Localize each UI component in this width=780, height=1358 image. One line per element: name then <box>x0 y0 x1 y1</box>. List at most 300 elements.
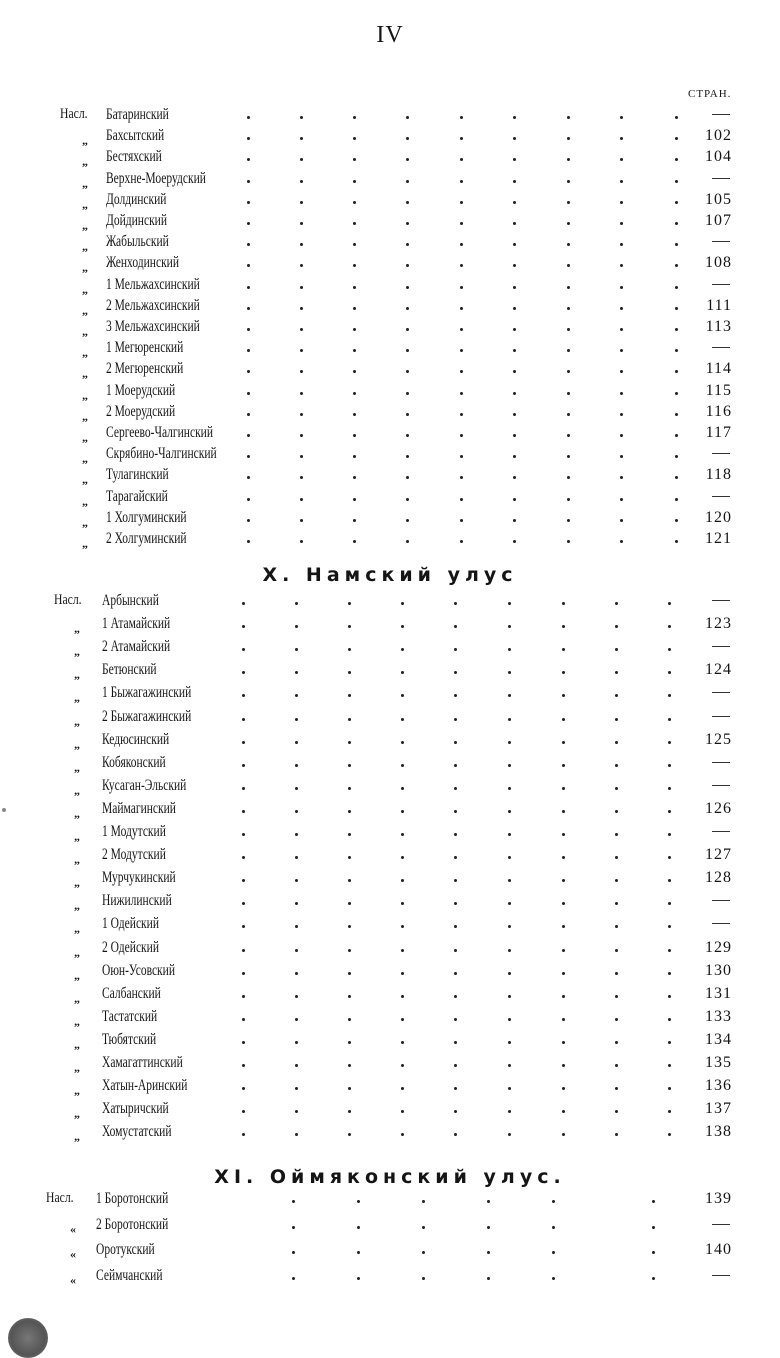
leader-dot <box>562 1041 565 1044</box>
leader-dot <box>508 602 511 605</box>
leader-dot <box>668 602 671 605</box>
ditto-mark: „ <box>82 345 88 360</box>
ditto-mark: „ <box>82 366 88 381</box>
leader-dot <box>460 201 463 204</box>
leader-dot <box>675 519 678 522</box>
leader-dot <box>460 286 463 289</box>
leader-dot <box>454 856 457 859</box>
leader-dot <box>247 137 250 140</box>
leader-dot <box>460 476 463 479</box>
leader-dot <box>353 392 356 395</box>
leader-dot <box>300 370 303 373</box>
leader-dot <box>562 718 565 721</box>
toc-entry <box>0 592 780 614</box>
leader-dot <box>620 307 623 310</box>
leader-dot <box>668 902 671 905</box>
leader-dot <box>247 328 250 331</box>
leader-dot <box>348 972 351 975</box>
leader-dot <box>562 694 565 697</box>
toc-entry <box>0 466 780 488</box>
ditto-mark: „ <box>74 782 80 797</box>
leader-dot <box>300 116 303 119</box>
leader-dot <box>295 787 298 790</box>
leader-dot <box>668 1110 671 1113</box>
page-dash <box>712 785 730 786</box>
leader-dot <box>675 476 678 479</box>
leader-dot <box>620 392 623 395</box>
entry-name: Хатын-Аринский <box>102 1077 188 1095</box>
leader-dot <box>348 1018 351 1021</box>
leader-dot <box>460 243 463 246</box>
toc-entry <box>0 708 780 730</box>
leader-dot <box>353 349 356 352</box>
leader-dot <box>562 949 565 952</box>
leader-dot <box>401 833 404 836</box>
leader-dot <box>675 286 678 289</box>
leader-dot <box>675 158 678 161</box>
leader-dot <box>513 116 516 119</box>
leader-dot <box>668 694 671 697</box>
entry-name: Батаринский <box>106 106 169 123</box>
leader-dot <box>668 625 671 628</box>
entry-page: 130 <box>705 961 732 979</box>
leader-dot <box>401 972 404 975</box>
page-dash <box>712 284 730 285</box>
toc-entry <box>0 800 780 822</box>
leader-dot <box>567 286 570 289</box>
leader-dot <box>348 671 351 674</box>
leader-dot <box>508 671 511 674</box>
leader-dot <box>348 764 351 767</box>
ditto-mark: „ <box>74 621 80 636</box>
entry-name: 1 Моерудский <box>106 381 176 399</box>
entry-page: 113 <box>705 318 732 335</box>
leader-dot <box>295 602 298 605</box>
leader-dot <box>562 671 565 674</box>
ditto-mark: « <box>70 1247 76 1261</box>
leader-dot <box>615 949 618 952</box>
leader-dot <box>620 243 623 246</box>
toc-entry <box>0 170 780 192</box>
leader-dot <box>487 1226 490 1229</box>
ditto-mark: „ <box>74 1060 80 1074</box>
leader-dot <box>567 349 570 352</box>
page-dash <box>712 600 730 601</box>
leader-dot <box>508 648 511 651</box>
page-dash <box>712 716 730 717</box>
toc-entry <box>0 754 780 776</box>
leader-dot <box>406 180 409 183</box>
leader-dot <box>454 879 457 882</box>
leader-dot <box>620 476 623 479</box>
leader-dot <box>460 222 463 225</box>
leader-dot <box>615 602 618 605</box>
leader-dot <box>295 949 298 952</box>
leader-dot <box>247 498 250 501</box>
leader-dot <box>247 264 250 267</box>
entry-page: 104 <box>705 148 732 166</box>
toc-entry <box>0 1190 780 1212</box>
leader-dot <box>675 370 678 373</box>
leader-dot <box>513 180 516 183</box>
section-title: X. Намский улус <box>262 564 518 586</box>
entry-page: 140 <box>705 1241 732 1258</box>
ditto-mark: „ <box>82 218 88 232</box>
leader-dot <box>513 455 516 458</box>
leader-dot <box>300 158 303 161</box>
leader-dot <box>513 392 516 395</box>
leader-dot <box>406 476 409 479</box>
leader-dot <box>247 349 250 352</box>
entry-page: 135 <box>705 1054 732 1071</box>
leader-dot <box>300 519 303 522</box>
leader-dot <box>348 856 351 859</box>
page-dash <box>712 692 730 693</box>
leader-dot <box>620 455 623 458</box>
leader-dot <box>300 137 303 140</box>
leader-dot <box>454 833 457 836</box>
leader-dot <box>300 455 303 458</box>
leader-dot <box>348 741 351 744</box>
leader-dot <box>562 1110 565 1113</box>
leader-dot <box>552 1226 555 1229</box>
toc-entry <box>0 1267 780 1289</box>
leader-dot <box>620 519 623 522</box>
leader-dot <box>401 741 404 744</box>
leader-dot <box>247 286 250 289</box>
ditto-mark: „ <box>74 759 80 774</box>
leader-dot <box>406 328 409 331</box>
ditto-mark: „ <box>82 154 88 169</box>
entry-name: 2 Мегюренский <box>106 360 184 378</box>
leader-dot <box>513 243 516 246</box>
ditto-mark: „ <box>74 1013 80 1028</box>
leader-dot <box>513 286 516 289</box>
leader-dot <box>406 158 409 161</box>
leader-dot <box>300 286 303 289</box>
entry-page: 133 <box>705 1007 732 1025</box>
leader-dot <box>348 995 351 998</box>
leader-dot <box>615 856 618 859</box>
leader-dot <box>454 995 457 998</box>
leader-dot <box>401 1041 404 1044</box>
toc-entry <box>0 777 780 799</box>
leader-dot <box>562 787 565 790</box>
leader-dot <box>615 718 618 721</box>
leader-dot <box>513 137 516 140</box>
entry-page: 128 <box>705 869 732 887</box>
leader-dot <box>552 1277 555 1280</box>
entry-page: 105 <box>705 190 732 208</box>
page-dash <box>712 241 730 242</box>
leader-dot <box>620 222 623 225</box>
leader-dot <box>668 810 671 813</box>
entry-page: 118 <box>705 466 732 484</box>
entry-name: 1 Холгуминский <box>106 508 187 526</box>
toc-entry <box>0 403 780 425</box>
leader-dot <box>454 1110 457 1113</box>
leader-dot <box>353 180 356 183</box>
leader-dot <box>348 949 351 952</box>
entry-name: Бетюнский <box>102 661 157 679</box>
leader-dot <box>562 856 565 859</box>
leader-dot <box>552 1251 555 1254</box>
leader-dot <box>460 264 463 267</box>
leader-dot <box>652 1226 655 1229</box>
leader-dot <box>615 972 618 975</box>
leader-dot <box>562 833 565 836</box>
leader-dot <box>401 856 404 859</box>
entry-page: 136 <box>705 1077 732 1095</box>
ditto-mark: „ <box>82 302 88 317</box>
ditto-mark: „ <box>74 690 80 705</box>
leader-dot <box>460 349 463 352</box>
leader-dot <box>620 116 623 119</box>
leader-dot <box>300 392 303 395</box>
leader-dot <box>295 1041 298 1044</box>
leader-dot <box>454 625 457 628</box>
leader-dot <box>353 476 356 479</box>
leader-dot <box>615 1041 618 1044</box>
leader-dot <box>242 833 245 836</box>
page-dash <box>712 178 730 179</box>
leader-dot <box>487 1200 490 1203</box>
entry-page: 120 <box>705 508 732 526</box>
ditto-mark: „ <box>82 133 88 148</box>
leader-dot <box>242 671 245 674</box>
toc-entry <box>0 424 780 446</box>
entry-name: Оротукский <box>96 1241 155 1258</box>
leader-dot <box>300 349 303 352</box>
leader-dot <box>620 158 623 161</box>
leader-dot <box>562 1087 565 1090</box>
entry-name: 2 Одейский <box>102 938 159 956</box>
leader-dot <box>615 925 618 928</box>
leader-dot <box>562 1064 565 1067</box>
leader-dot <box>292 1251 295 1254</box>
leader-dot <box>615 625 618 628</box>
toc-entry <box>0 297 780 319</box>
toc-entry <box>0 638 780 660</box>
toc-entry <box>0 1100 780 1122</box>
leader-dot <box>454 1133 457 1136</box>
leader-dot <box>668 1133 671 1136</box>
entry-name: Бахсытский <box>106 127 165 145</box>
leader-dot <box>620 286 623 289</box>
leader-dot <box>348 925 351 928</box>
leader-dot <box>615 694 618 697</box>
leader-dot <box>508 995 511 998</box>
leader-dot <box>348 718 351 721</box>
leader-dot <box>620 498 623 501</box>
leader-dot <box>567 434 570 437</box>
leader-dot <box>675 498 678 501</box>
page-dash <box>712 831 730 832</box>
page-dash <box>712 114 730 115</box>
leader-dot <box>353 328 356 331</box>
leader-dot <box>460 328 463 331</box>
leader-dot <box>454 602 457 605</box>
leader-dot <box>300 222 303 225</box>
toc-entry <box>0 148 780 170</box>
toc-entry <box>0 661 780 683</box>
entry-page: 131 <box>705 984 732 1002</box>
leader-dot <box>513 349 516 352</box>
entry-name: Кусаган-Эльский <box>102 776 187 794</box>
leader-dot <box>567 392 570 395</box>
leader-dot <box>247 370 250 373</box>
leader-dot <box>242 741 245 744</box>
leader-dot <box>242 625 245 628</box>
entry-page: 102 <box>705 127 732 145</box>
leader-dot <box>460 498 463 501</box>
leader-dot <box>567 413 570 416</box>
toc-entry <box>0 823 780 845</box>
leader-dot <box>295 879 298 882</box>
leader-dot <box>620 434 623 437</box>
toc-entry <box>0 962 780 984</box>
leader-dot <box>513 540 516 543</box>
entry-name: 1 Модутский <box>102 823 166 840</box>
ditto-mark: „ <box>82 324 88 338</box>
entry-name: Хатыричский <box>102 1100 169 1118</box>
leader-dot <box>353 158 356 161</box>
leader-dot <box>406 455 409 458</box>
entry-name: 3 Мельжахсинский <box>106 318 200 335</box>
entry-name: Мурчукинский <box>102 869 176 887</box>
leader-dot <box>401 648 404 651</box>
leader-dot <box>406 201 409 204</box>
leader-dot <box>675 328 678 331</box>
leader-dot <box>242 972 245 975</box>
leader-dot <box>300 201 303 204</box>
leader-dot <box>668 1041 671 1044</box>
leader-dot <box>401 810 404 813</box>
leader-dot <box>460 307 463 310</box>
leader-dot <box>668 787 671 790</box>
leader-dot <box>508 856 511 859</box>
leader-dot <box>295 833 298 836</box>
entry-name: Хамагаттинский <box>102 1054 183 1071</box>
leader-dot <box>513 222 516 225</box>
leader-dot <box>508 625 511 628</box>
leader-dot <box>513 434 516 437</box>
ditto-mark: „ <box>82 430 88 444</box>
entry-name: 2 Холгуминский <box>106 530 187 547</box>
entry-name: 1 Мельжахсинский <box>106 275 200 293</box>
entry-name: 2 Боротонский <box>96 1215 169 1233</box>
toc-entry <box>0 276 780 298</box>
entry-name: Оюн-Усовский <box>102 961 175 979</box>
leader-dot <box>300 328 303 331</box>
leader-dot <box>454 694 457 697</box>
ditto-mark: „ <box>74 1083 80 1098</box>
leader-dot <box>487 1277 490 1280</box>
leader-dot <box>353 455 356 458</box>
leader-dot <box>353 286 356 289</box>
leader-dot <box>247 434 250 437</box>
leader-dot <box>295 810 298 813</box>
leader-dot <box>353 264 356 267</box>
leader-dot <box>242 764 245 767</box>
entry-name: 2 Моерудский <box>106 402 176 420</box>
leader-dot <box>652 1251 655 1254</box>
leader-dot <box>567 307 570 310</box>
leader-dot <box>357 1251 360 1254</box>
leader-dot <box>295 1064 298 1067</box>
leader-dot <box>562 764 565 767</box>
ditto-mark: „ <box>74 644 80 659</box>
toc-entry <box>0 254 780 276</box>
leader-dot <box>567 498 570 501</box>
entry-name: 1 Атамайский <box>102 615 171 633</box>
toc-entry <box>0 846 780 868</box>
leader-dot <box>348 694 351 697</box>
leader-dot <box>300 434 303 437</box>
leader-dot <box>668 856 671 859</box>
leader-dot <box>562 879 565 882</box>
leader-dot <box>615 648 618 651</box>
entry-prefix: Насл. <box>54 592 82 608</box>
leader-dot <box>348 1110 351 1113</box>
ditto-mark: „ <box>74 667 80 682</box>
leader-dot <box>348 787 351 790</box>
ditto-mark: „ <box>74 736 80 751</box>
page-dash <box>712 762 730 763</box>
leader-dot <box>242 718 245 721</box>
leader-dot <box>353 519 356 522</box>
ditto-mark: „ <box>82 451 88 466</box>
leader-dot <box>460 519 463 522</box>
leader-dot <box>460 158 463 161</box>
leader-dot <box>508 1087 511 1090</box>
leader-dot <box>406 370 409 373</box>
leader-dot <box>567 328 570 331</box>
leader-dot <box>406 116 409 119</box>
leader-dot <box>401 718 404 721</box>
leader-dot <box>668 718 671 721</box>
leader-dot <box>247 392 250 395</box>
leader-dot <box>348 1064 351 1067</box>
entry-name: Скрябино-Чалгинский <box>106 445 217 463</box>
leader-dot <box>513 201 516 204</box>
leader-dot <box>508 972 511 975</box>
leader-dot <box>508 833 511 836</box>
page-column-header: СТРАН. <box>688 88 732 100</box>
leader-dot <box>353 222 356 225</box>
page-dash <box>712 1224 730 1225</box>
toc-entry <box>0 1077 780 1099</box>
entry-name: 1 Быжагажинский <box>102 684 192 702</box>
entry-name: Дойдинский <box>106 212 168 229</box>
leader-dot <box>620 540 623 543</box>
leader-dot <box>348 602 351 605</box>
leader-dot <box>668 833 671 836</box>
leader-dot <box>247 201 250 204</box>
entry-page: 126 <box>705 799 732 817</box>
toc-entry <box>0 684 780 706</box>
leader-dot <box>675 137 678 140</box>
leader-dot <box>675 201 678 204</box>
entry-name: Хомустатский <box>102 1123 172 1141</box>
leader-dot <box>508 1110 511 1113</box>
entry-name: 2 Быжагажинский <box>102 707 192 725</box>
ditto-mark: „ <box>82 536 88 550</box>
leader-dot <box>615 764 618 767</box>
leader-dot <box>247 158 250 161</box>
leader-dot <box>513 498 516 501</box>
leader-dot <box>353 434 356 437</box>
